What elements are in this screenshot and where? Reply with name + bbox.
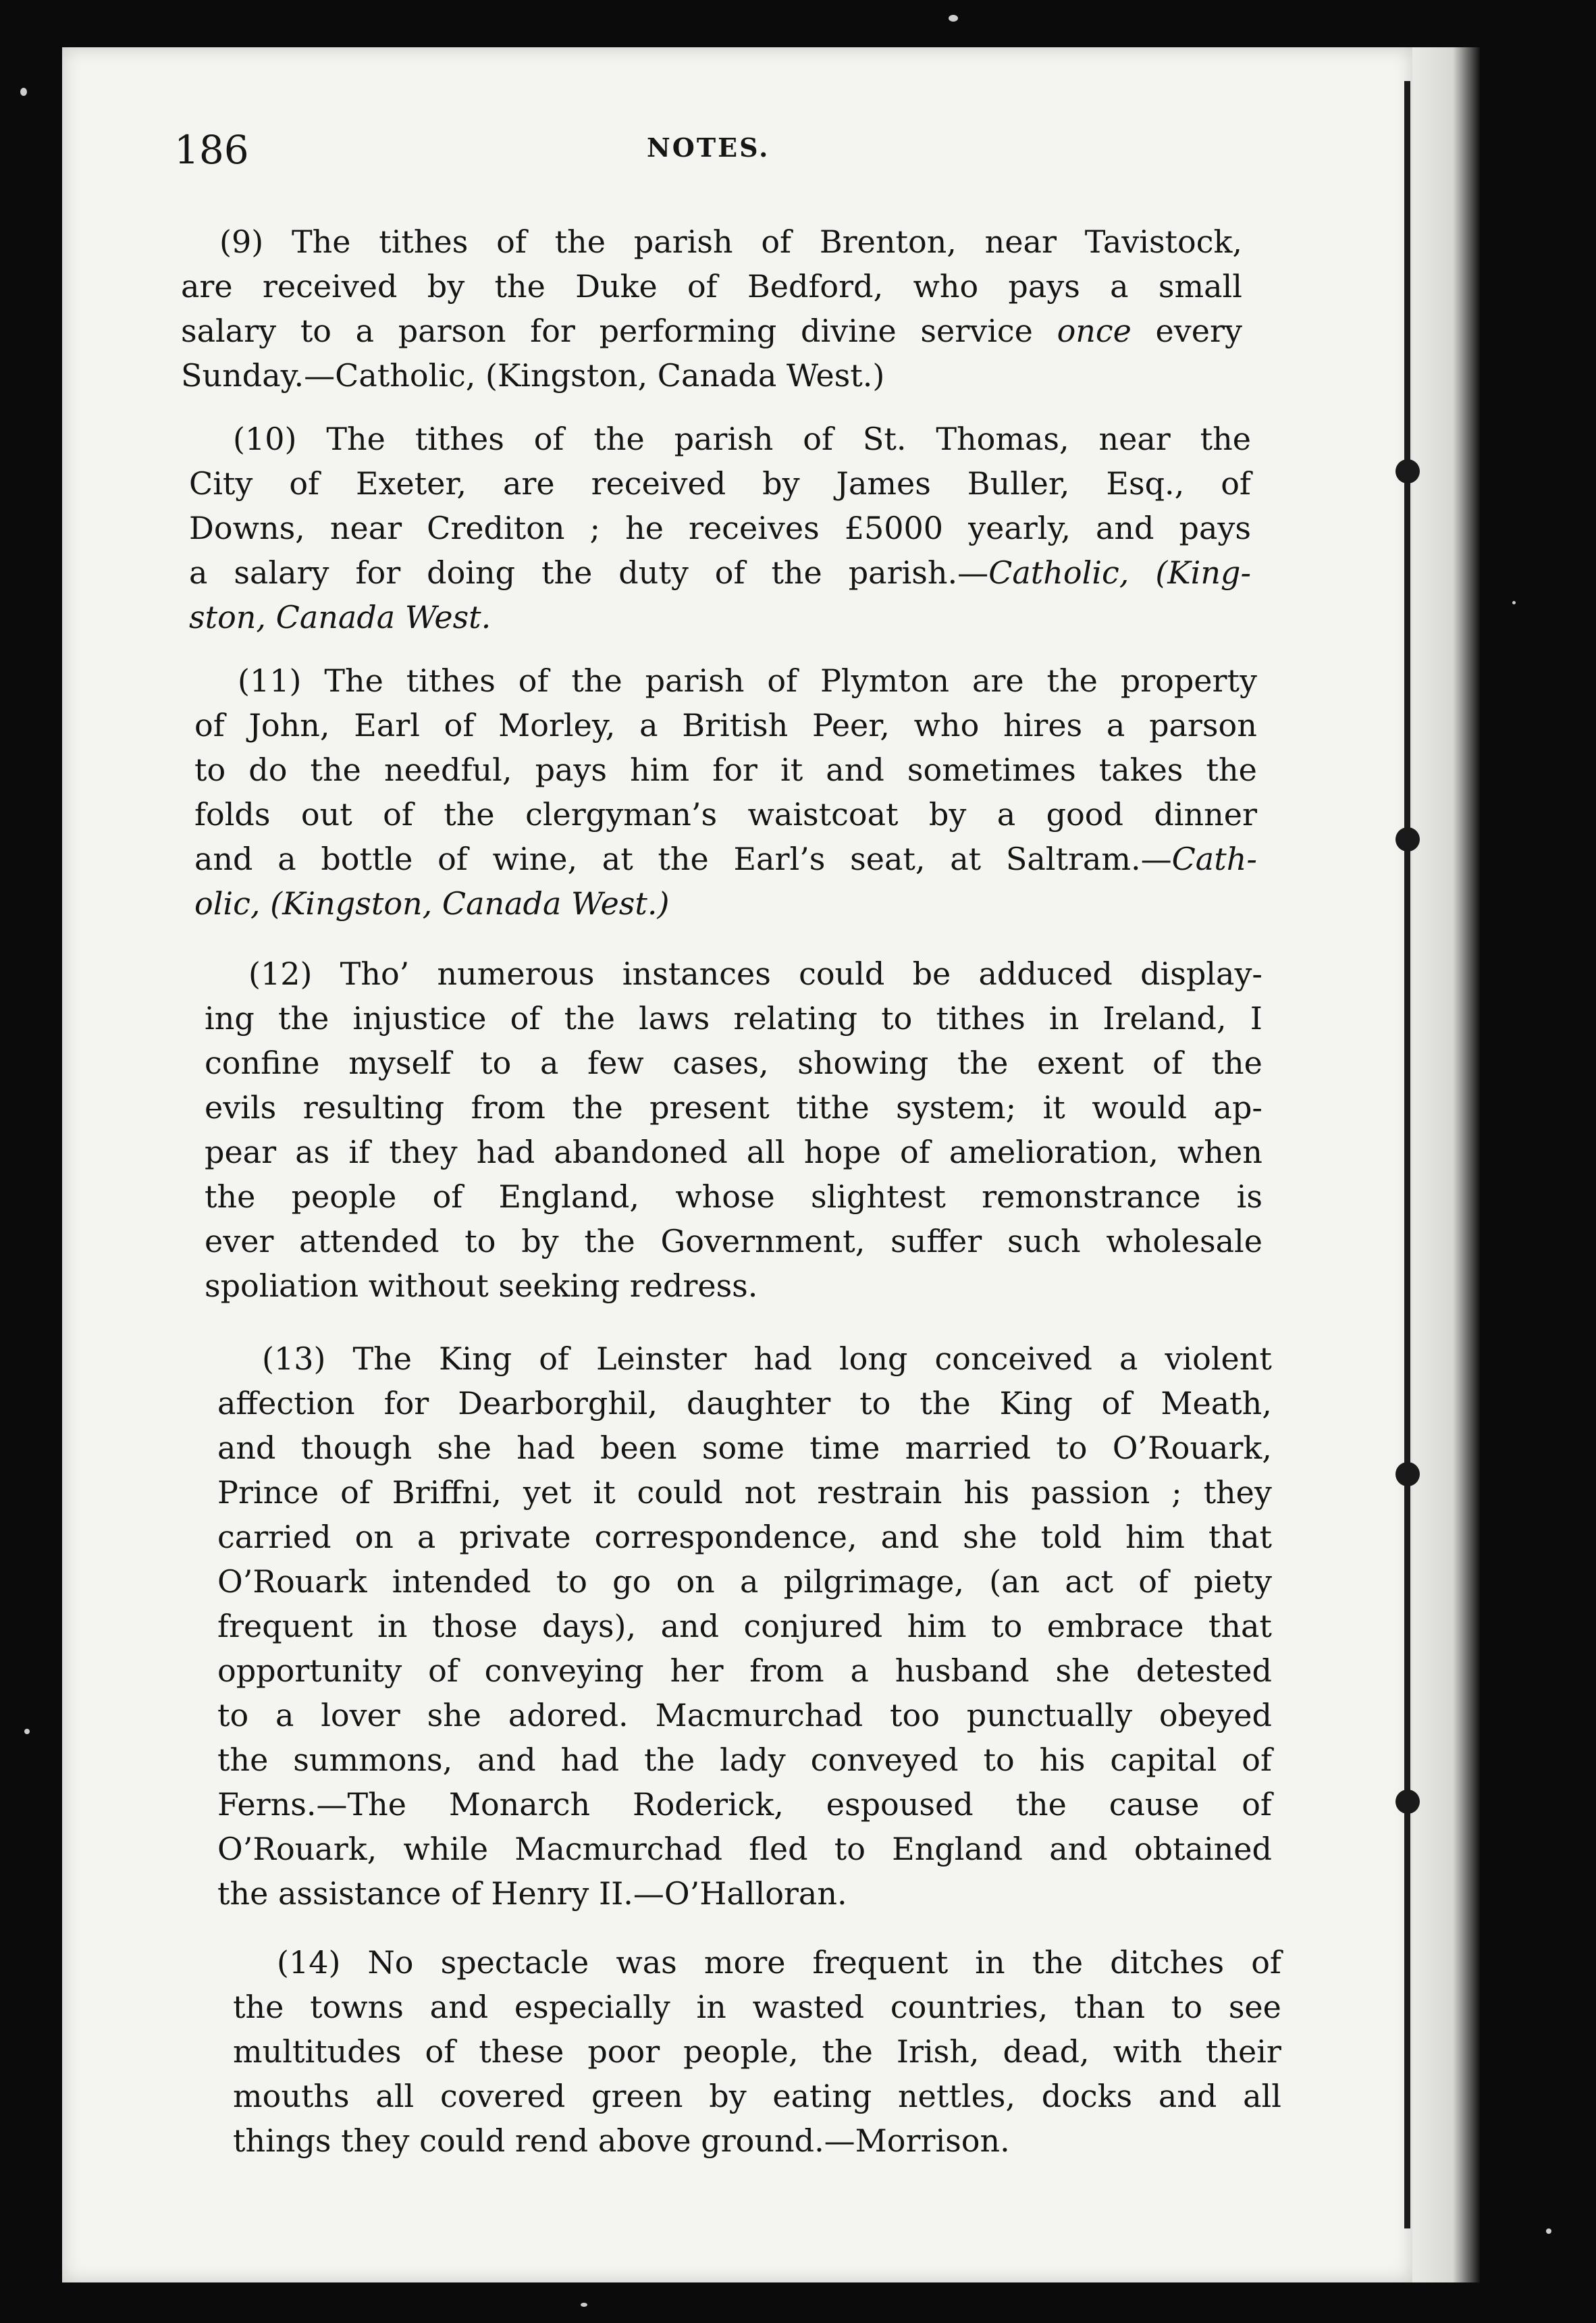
- note-13-line-8: opportunity of conveying her from a husband she detested: [217, 1652, 1272, 1689]
- note-9-line-3: salary to a parson for performing divine service once every: [181, 313, 1242, 349]
- binding-fold-line: [1404, 81, 1410, 2228]
- note-13-line-6: O’Rouark intended to go on a pilgrimage, (an act of piety: [217, 1563, 1272, 1600]
- note-12-line-7: ever attended to by the Government, suffer such wholesale: [205, 1223, 1262, 1259]
- binding-pin-mark: [1395, 459, 1420, 484]
- note-13-line-10: the summons, and had the lady conveyed to his capital of: [217, 1742, 1272, 1778]
- note-11-line-6: olic, (Kingston, Canada West.): [194, 885, 670, 922]
- note-11-line-2: of John, Earl of Morley, a British Peer, who hires a parson: [194, 707, 1257, 743]
- note-12-line-2: ing the injustice of the laws relating to tithes in Ireland, I: [205, 1000, 1262, 1037]
- note-12-line-5: pear as if they had abandoned all hope of amelioration, when: [205, 1134, 1262, 1170]
- note-10-line-2: City of Exeter, are received by James Buller, Esq., of: [189, 465, 1251, 502]
- note-13-line-7: frequent in those days), and conjured him to embrace that: [217, 1608, 1272, 1644]
- note-11-line-1: (11) The tithes of the parish of Plymton are the property: [238, 662, 1257, 699]
- note-9-line-4: Sunday.—Catholic, (Kingston, Canada West.): [181, 357, 885, 394]
- note-13-line-11: Ferns.—The Monarch Roderick, espoused the cause of: [217, 1786, 1272, 1823]
- note-12-line-3: confine myself to a few cases, showing the exent of the: [205, 1045, 1262, 1081]
- note-11-line-5: and a bottle of wine, at the Earl’s seat, at Saltram.—Cath-: [194, 841, 1257, 877]
- note-14-line-1: (14) No spectacle was more frequent in the ditches of: [277, 1944, 1281, 1981]
- note-14-line-5: things they could rend above ground.—Morrison.: [233, 2122, 1010, 2159]
- binding-pin-mark: [1395, 1790, 1420, 1814]
- note-9-line-2: are received by the Duke of Bedford, who pays a small: [181, 268, 1242, 305]
- note-9-line-1: (9) The tithes of the parish of Brenton, near Tavistock,: [219, 224, 1242, 260]
- note-13-line-12: O’Rouark, while Macmurchad fled to England and obtained: [217, 1831, 1272, 1867]
- page-number: 186: [174, 127, 249, 173]
- film-speck: [1546, 2228, 1551, 2234]
- film-speck: [581, 2303, 587, 2307]
- note-13-line-9: to a lover she adored. Macmurchad too punctually obeyed: [217, 1697, 1272, 1733]
- note-10-line-5: ston, Canada West.: [189, 599, 491, 635]
- film-speck: [24, 1729, 30, 1734]
- note-13-line-3: and though she had been some time married to O’Rouark,: [217, 1430, 1272, 1466]
- binding-pin-mark: [1395, 1462, 1420, 1486]
- note-12-line-6: the people of England, whose slightest remonstrance is: [205, 1178, 1262, 1215]
- note-14-line-3: multitudes of these poor people, the Irish, dead, with their: [233, 2033, 1281, 2070]
- note-13-line-2: affection for Dearborghil, daughter to the King of Meath,: [217, 1385, 1272, 1421]
- note-11-line-4: folds out of the clergyman’s waistcoat by a good dinner: [194, 796, 1257, 833]
- film-speck: [1512, 601, 1516, 604]
- note-14-line-2: the towns and especially in wasted countries, than to see: [233, 1989, 1281, 2025]
- note-11-line-3: to do the needful, pays him for it and sometimes takes the: [194, 752, 1257, 788]
- film-speck: [20, 88, 27, 96]
- note-12-line-1: (12) Tho’ numerous instances could be adduced display-: [248, 956, 1262, 992]
- note-10-line-1: (10) The tithes of the parish of St. Thomas, near the: [233, 421, 1251, 457]
- note-12-line-4: evils resulting from the present tithe system; it would ap-: [205, 1089, 1262, 1126]
- note-14-line-4: mouths all covered green by eating nettles, docks and all: [233, 2078, 1281, 2114]
- page-gutter-edge: [1412, 47, 1480, 2282]
- note-10-line-3: Downs, near Crediton ; he receives £5000 yearly, and pays: [189, 510, 1251, 546]
- note-13-line-5: carried on a private correspondence, and she told him that: [217, 1519, 1272, 1555]
- running-title: NOTES.: [647, 132, 770, 163]
- note-13-line-1: (13) The King of Leinster had long conceived a violent: [262, 1340, 1272, 1377]
- film-speck: [949, 15, 958, 22]
- note-13-line-4: Prince of Briffni, yet it could not restrain his passion ; they: [217, 1474, 1272, 1511]
- note-12-line-8: spoliation without seeking redress.: [205, 1268, 758, 1304]
- binding-pin-mark: [1395, 827, 1420, 852]
- note-10-line-4: a salary for doing the duty of the parish.—Catholic, (King-: [189, 554, 1251, 591]
- note-13-line-13: the assistance of Henry II.—O’Halloran.: [217, 1875, 847, 1912]
